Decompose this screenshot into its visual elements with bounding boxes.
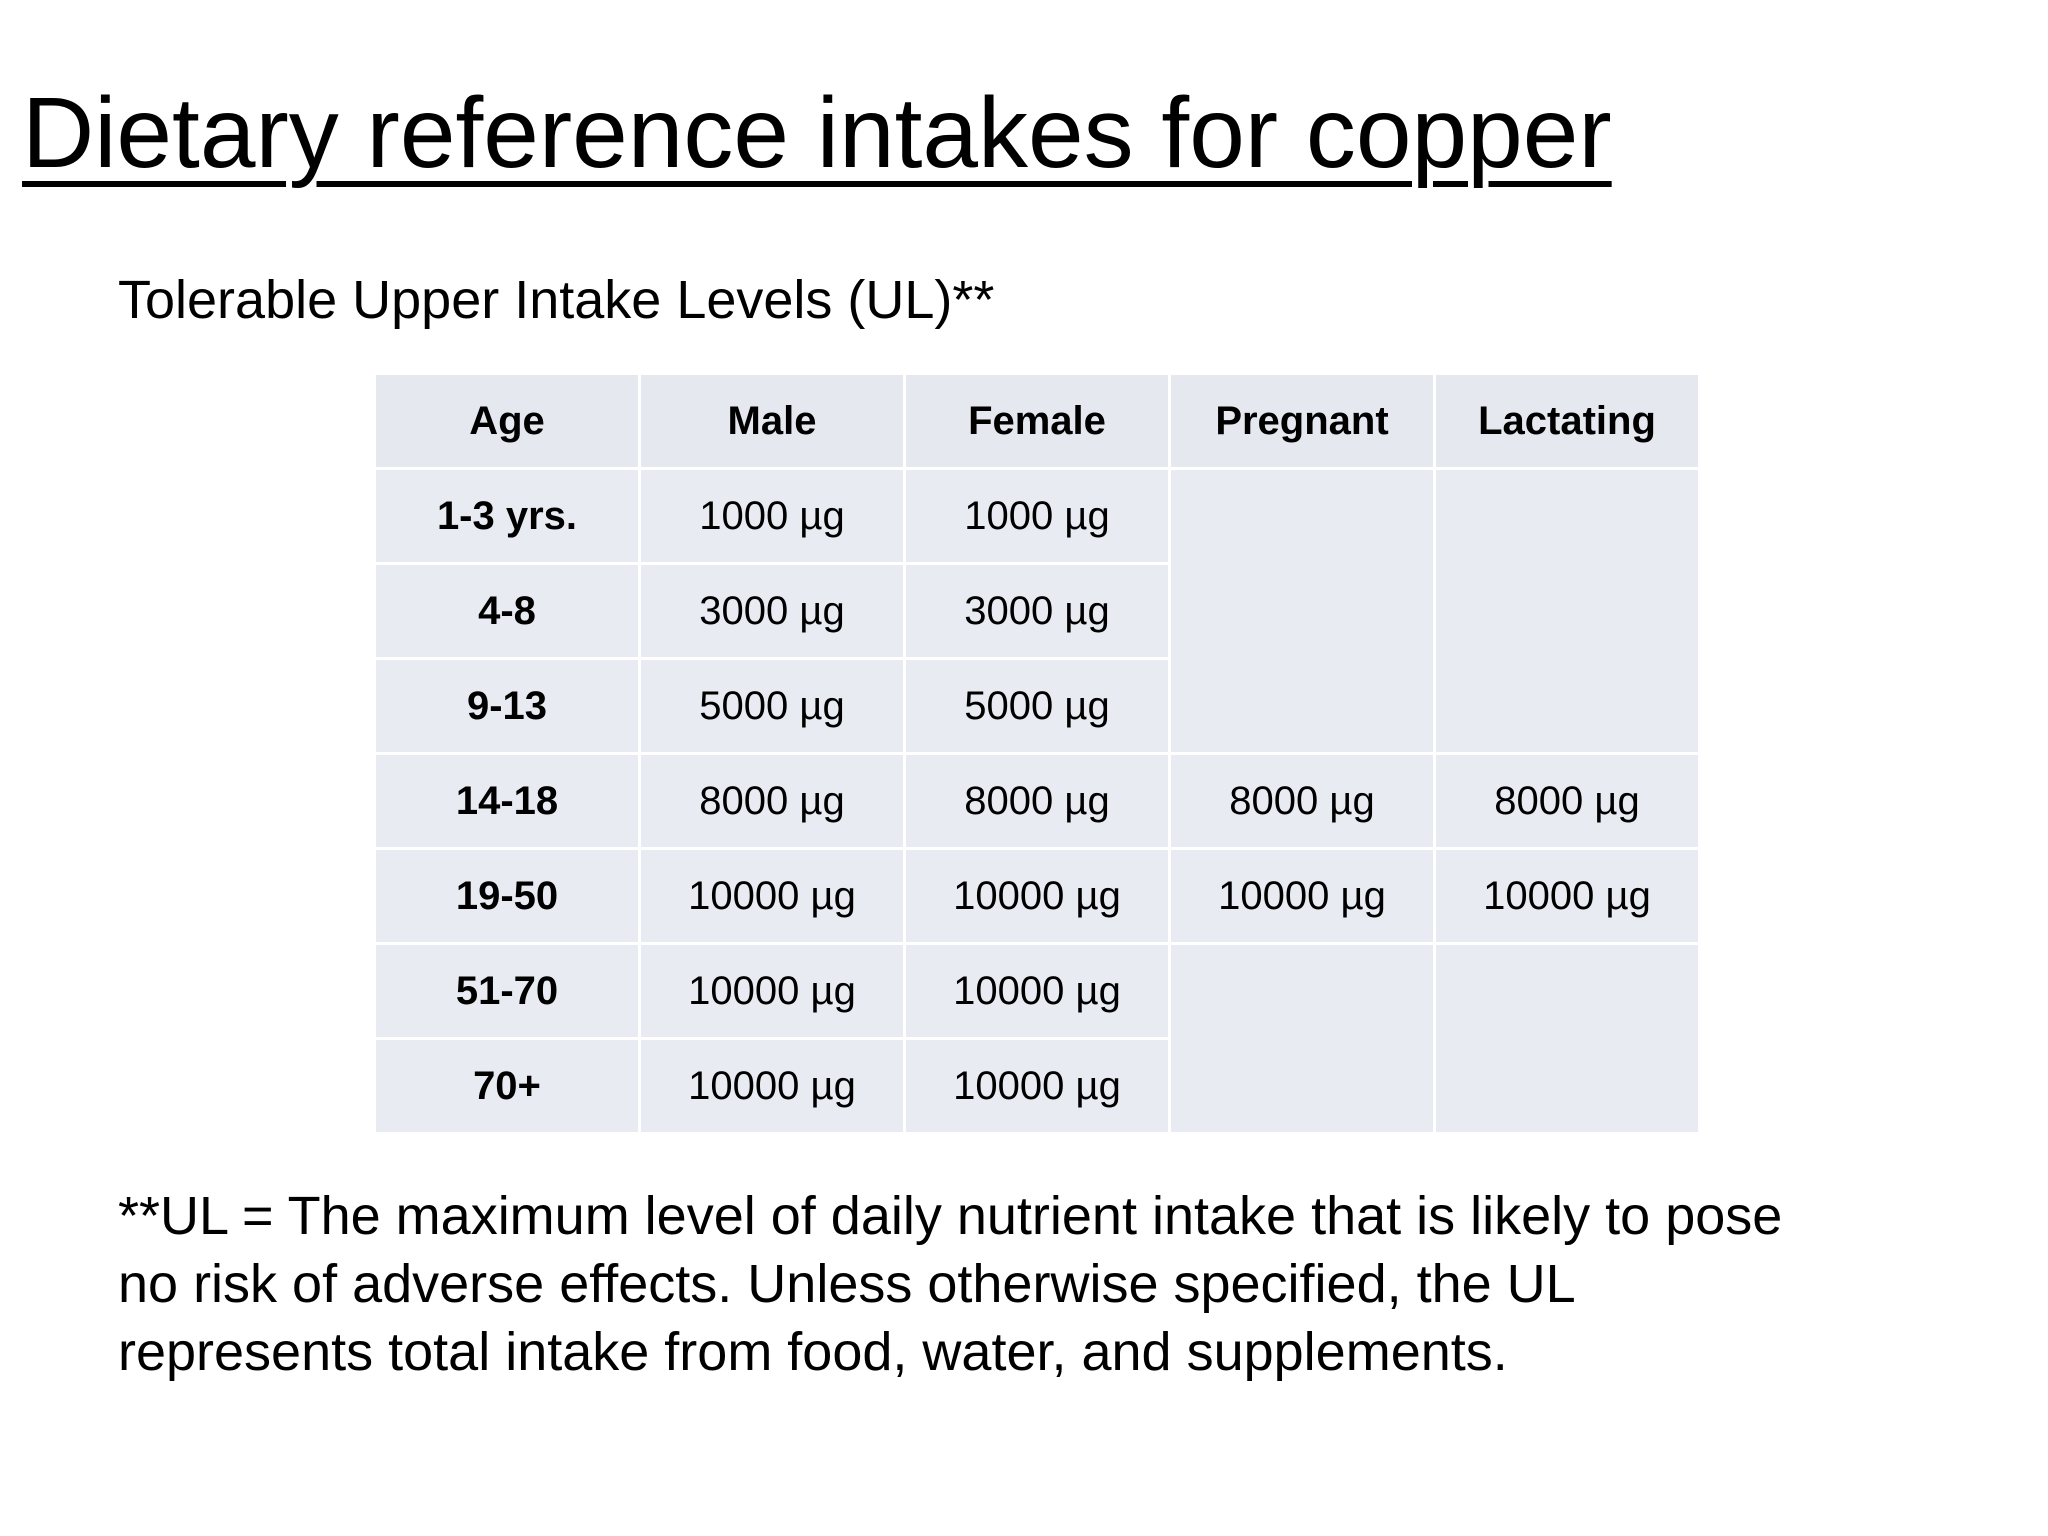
footnote-line: no risk of adverse effects. Unless otherwise specified, the UL [118,1254,1576,1314]
footnote-line: represents total intake from food, water, and supplements. [118,1322,1508,1382]
cell-pregnant: 10000 µg [1170,849,1435,944]
cell-lactating-empty [1435,469,1700,754]
cell-male: 10000 µg [640,849,905,944]
table-row [375,754,1700,849]
cell-male: 3000 µg [640,564,905,659]
table-row [375,849,1700,944]
cell-male: 5000 µg [640,659,905,754]
cell-lactating: 8000 µg [1435,754,1700,849]
cell-male: 8000 µg [640,754,905,849]
table-subtitle: Tolerable Upper Intake Levels (UL)** [118,270,995,330]
cell-lactating: 10000 µg [1435,849,1700,944]
ul-footnote [118,1182,1998,1386]
cell-age: 14-18 [375,754,640,849]
cell-female: 5000 µg [905,659,1170,754]
header-female: Female [905,374,1170,469]
table-header-row [375,374,1700,469]
cell-female: 10000 µg [905,849,1170,944]
cell-pregnant-empty [1170,469,1435,754]
cell-pregnant-empty [1170,944,1435,1134]
slide-title: Dietary reference intakes for copper [22,77,1612,189]
header-age: Age [375,374,640,469]
cell-age: 4-8 [375,564,640,659]
table-row [375,469,1700,564]
header-male: Male [640,374,905,469]
cell-male: 10000 µg [640,944,905,1039]
cell-lactating-empty [1435,944,1700,1134]
cell-female: 10000 µg [905,1039,1170,1134]
cell-age: 1-3 yrs. [375,469,640,564]
cell-age: 70+ [375,1039,640,1134]
cell-male: 1000 µg [640,469,905,564]
footnote-line: **UL = The maximum level of daily nutrient intake that is likely to pose [118,1186,1783,1246]
header-lactating: Lactating [1435,374,1700,469]
cell-age: 9-13 [375,659,640,754]
cell-female: 1000 µg [905,469,1170,564]
cell-male: 10000 µg [640,1039,905,1134]
cell-female: 3000 µg [905,564,1170,659]
ul-table [373,372,1701,1135]
cell-age: 51-70 [375,944,640,1039]
cell-pregnant: 8000 µg [1170,754,1435,849]
table-row [375,944,1700,1039]
cell-age: 19-50 [375,849,640,944]
header-pregnant: Pregnant [1170,374,1435,469]
cell-female: 10000 µg [905,944,1170,1039]
cell-female: 8000 µg [905,754,1170,849]
